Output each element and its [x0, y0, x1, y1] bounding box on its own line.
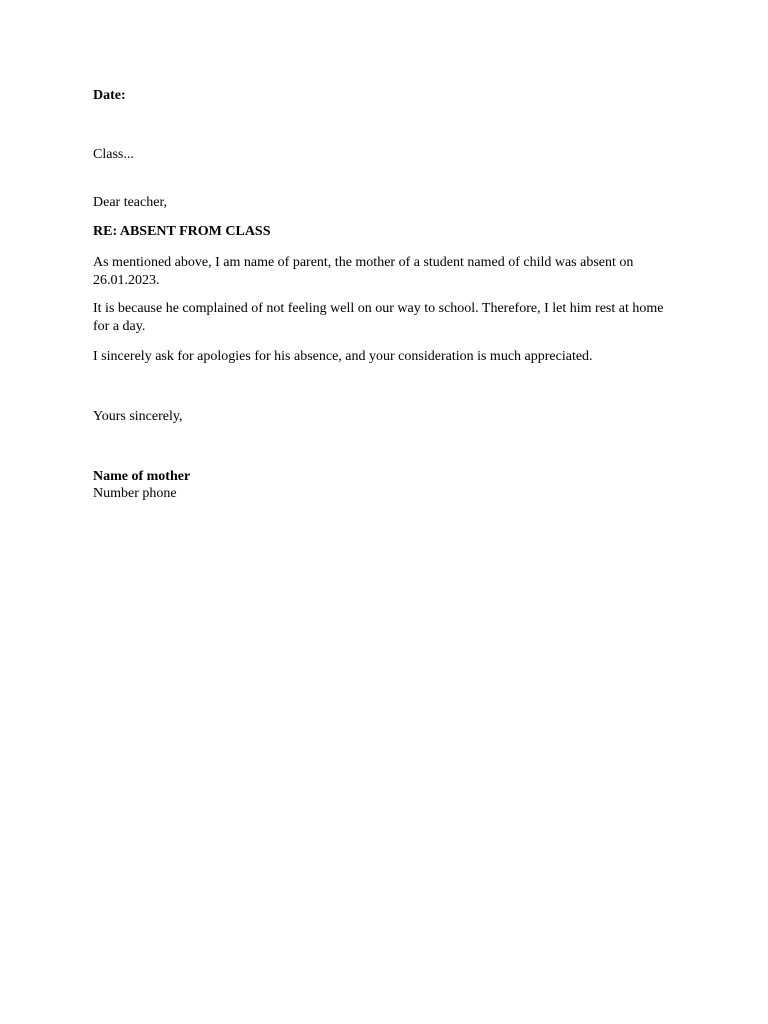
body-paragraph-3: I sincerely ask for apologies for his absence, and your consideration is much appreciated.	[93, 349, 593, 364]
body-paragraph-2: It is because he complained of not feeling well on our way to school. Therefore, I let him rest at home for a day.	[93, 301, 664, 334]
signature-name: Name of mother	[93, 469, 191, 484]
signature-phone: Number phone	[93, 486, 177, 501]
subject-line: RE: ABSENT FROM CLASS	[93, 224, 271, 239]
salutation: Dear teacher,	[93, 195, 168, 210]
closing: Yours sincerely,	[93, 409, 183, 424]
class-line: Class...	[93, 147, 134, 162]
body-paragraph-1: As mentioned above, I am name of parent, the mother of a student named of child was absent on 26.01.2023.	[93, 255, 634, 288]
date-label: Date:	[93, 88, 126, 103]
